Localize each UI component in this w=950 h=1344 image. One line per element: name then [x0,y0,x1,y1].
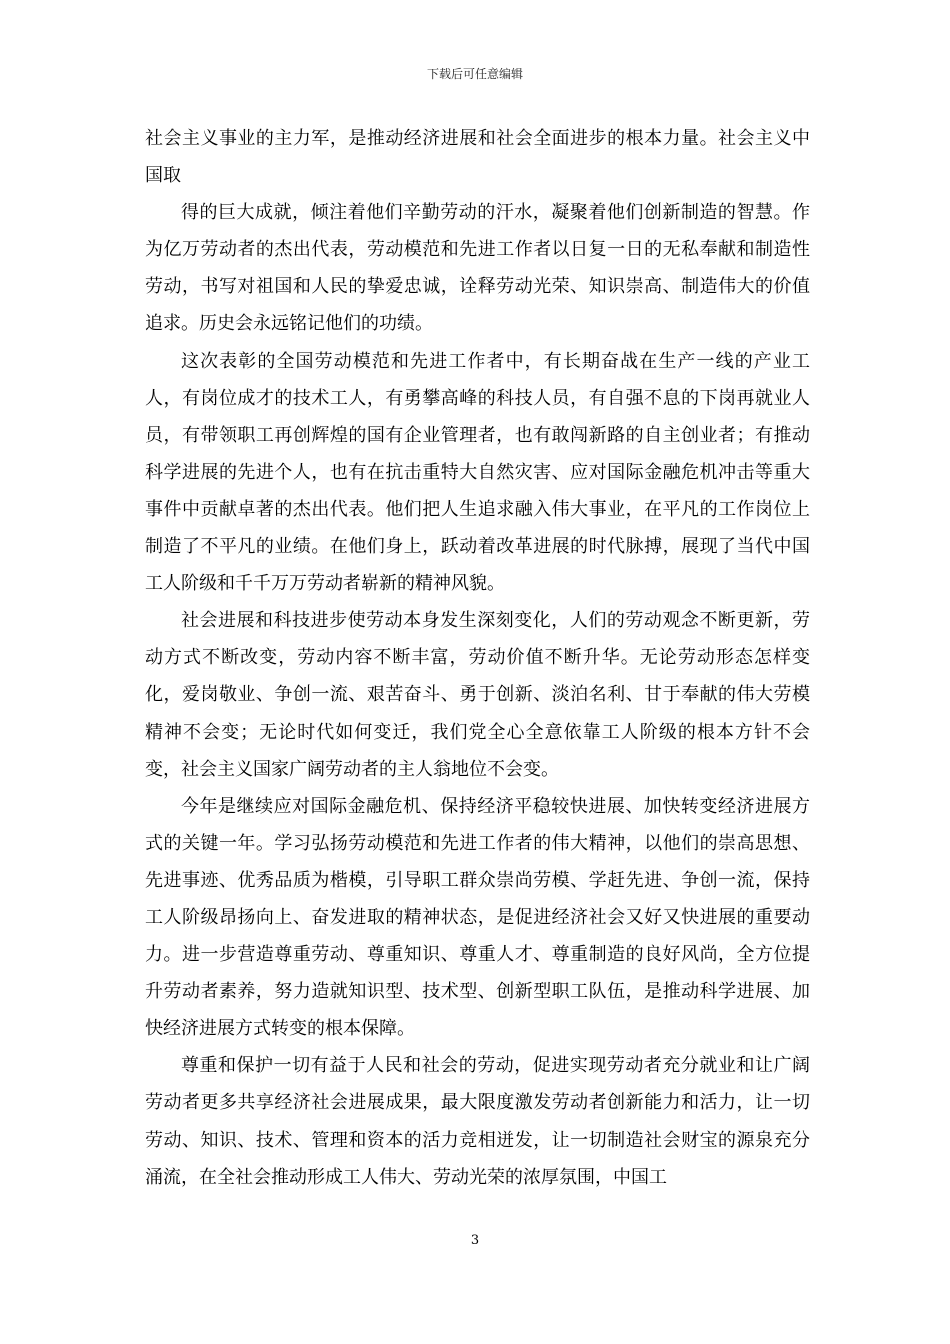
paragraph-4: 社会进展和科技进步使劳动本身发生深刻变化，人们的劳动观念不断更新，劳动方式不断改变，劳动内容不断丰富，劳动价值不断升华。无论劳动形态怎样变化，爱岗敬业、争创一流、艰苦奋斗、勇于创新、淡泊名利、甘于奉献的伟大劳模精神不会变；无论时代如何变迁，我们党全心全意依靠工人阶级的根本方针不会变，社会主义国家广阔劳动者的主人翁地位不会变。 [145,610,810,780]
paragraph-2: 得的巨大成就，倾注着他们辛勤劳动的汗水，凝聚着他们创新制造的智慧。作为亿万劳动者的杰出代表，劳动模范和先进工作者以日复一日的无私奉献和制造性劳动，书写对祖国和人民的挚爱忠诚，诠释劳动光荣、知识崇高、制造伟大的价值追求。历史会永远铭记他们的功绩。 [145,202,810,335]
paragraph-6: 尊重和保护一切有益于人民和社会的劳动，促进实现劳动者充分就业和让广阔劳动者更多共享经济社会进展成果，最大限度激发劳动者创新能力和活力，让一切劳动、知识、技术、管理和资本的活力竞相迸发，让一切制造社会财宝的源泉充分涌流，在全社会推动形成工人伟大、劳动光荣的浓厚氛围，中国工 [145,1055,810,1188]
paragraph-3: 这次表彰的全国劳动模范和先进工作者中，有长期奋战在生产一线的产业工人，有岗位成才的技术工人，有勇攀高峰的科技人员，有自强不息的下岗再就业人员，有带领职工再创辉煌的国有企业管理者，也有敢闯新路的自主创业者；有推动科学进展的先进个人，也有在抗击重特大自然灾害、应对国际金融危机冲击等重大事件中贡献卓著的杰出代表。他们把人生追求融入伟大事业，在平凡的工作岗位上制造了不平凡的业绩。在他们身上，跃动着改革进展的时代脉搏，展现了当代中国工人阶级和千千万万劳动者崭新的精神风貌。 [145,350,810,595]
document-body [145,120,810,1196]
page-header: 下载后可任意编辑 [426,67,523,81]
paragraph-5: 今年是继续应对国际金融危机、保持经济平稳较快进展、加快转变经济进展方式的关键一年。学习弘扬劳动模范和先进工作者的伟大精神，以他们的崇高思想、先进事迹、优秀品质为楷模，引导职工群众崇尚劳模、学赶先进、争创一流，保持工人阶级昂扬向上、奋发进取的精神状态，是促进经济社会又好又快进展的重要动力。进一步营造尊重劳动、尊重知识、尊重人才、尊重制造的良好风尚，全方位提升劳动者素养，努力造就知识型、技术型、创新型职工队伍，是推动科学进展、加快经济进展方式转变的根本保障。 [145,795,810,1040]
page-number: 3 [470,1233,480,1248]
paragraph-1: 社会主义事业的主力军，是推动经济进展和社会全面进步的根本力量。社会主义中国取 [145,128,810,187]
